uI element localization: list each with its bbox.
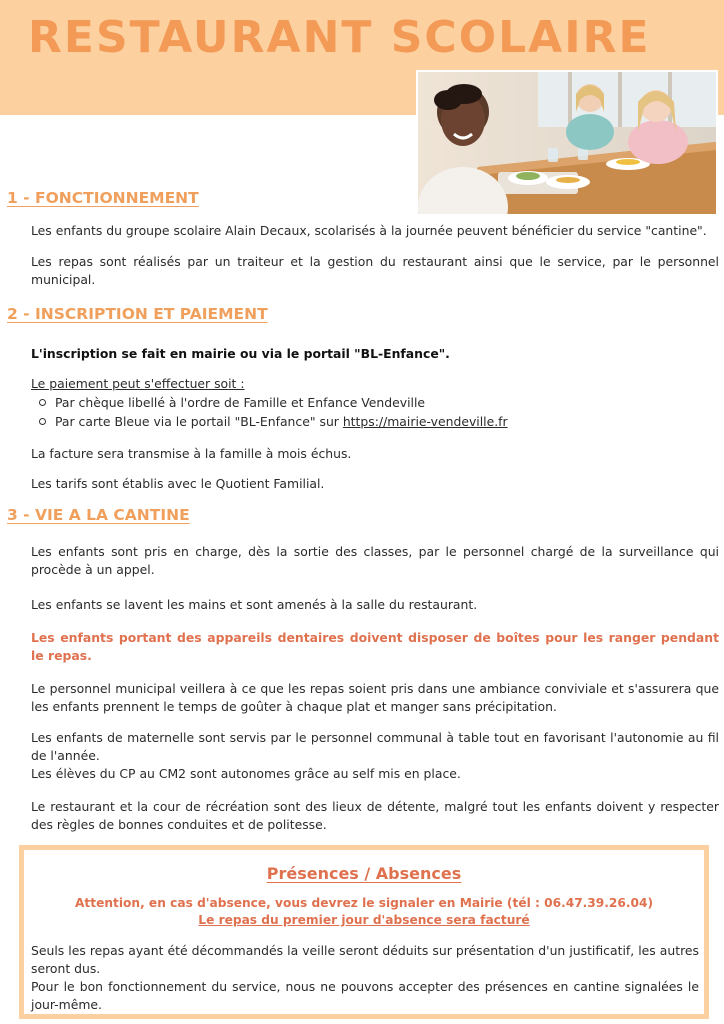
list-item: [39, 393, 719, 412]
first-day-billed-notice: Le repas du premier jour d'absence sera facturé: [198, 913, 530, 927]
absence-phone-notice: Attention, en cas d'absence, vous devrez le signaler en Mairie (tél : 06.47.39.26.04): [74, 896, 654, 910]
list-item: [39, 412, 719, 431]
vie-paragraph-5a: Les enfants de maternelle sont servis par le personnel communal à table tout en favorisant l'autonomie au fil de l'année.: [31, 730, 719, 763]
fonctionnement-paragraph-1: Les enfants du groupe scolaire Alain Decaux, scolarisés à la journée peuvent bénéficier du service "cantine".: [31, 223, 707, 238]
fonctionnement-paragraph-2: Les repas sont réalisés par un traiteur et la gestion du restaurant ainsi que le service, par le personnel municipal.: [31, 254, 719, 287]
vie-paragraph-2: Les enfants se lavent les mains et sont amenés à la salle du restaurant.: [31, 597, 478, 612]
section-heading-fonctionnement: 1 - FONCTIONNEMENT: [7, 189, 199, 207]
tarifs-paragraph: Les tarifs sont établis avec le Quotient Familial.: [31, 476, 325, 491]
section-heading-vie-cantine: 3 - VIE A LA CANTINE: [7, 506, 190, 524]
inscription-bold-line: L'inscription se fait en mairie ou via le portail "BL-Enfance".: [31, 346, 450, 361]
presence-absence-box: [19, 845, 709, 1019]
presence-box-warning: [24, 895, 704, 929]
canteen-photo: [416, 70, 718, 216]
payment-cheque-text: Par chèque libellé à l'ordre de Famille et Enfance Vendeville: [55, 395, 426, 410]
presence-box-title: Présences / Absences: [266, 864, 462, 883]
vie-paragraph-5b: Les élèves du CP au CM2 sont autonomes grâce au self mis en place.: [31, 766, 461, 781]
payment-methods-list: [39, 393, 719, 431]
dental-warning-paragraph: Les enfants portant des appareils dentaires doivent disposer de boîtes pour les ranger pendant le repas.: [31, 630, 719, 663]
presence-box-text-2: Pour le bon fonctionnement du service, nous ne pouvons accepter des présences en cantine signalées le jour-même.: [31, 979, 699, 1012]
facture-paragraph: La facture sera transmise à la famille à mois échus.: [31, 446, 352, 461]
page-title: RESTAURANT SCOLAIRE: [28, 12, 651, 63]
vie-paragraph-6: Le restaurant et la cour de récréation sont des lieux de détente, malgré tout les enfants doivent y respecter des règles de bonnes conduites et de politesse.: [31, 799, 719, 832]
vie-paragraph-1: Les enfants sont pris en charge, dès la sortie des classes, par le personnel chargé de la surveillance qui procède à un appel.: [31, 544, 719, 577]
section-heading-inscription: 2 - INSCRIPTION ET PAIEMENT: [7, 305, 268, 323]
payment-card-text: Par carte Bleue via le portail "BL-Enfance" sur: [55, 414, 343, 429]
payment-intro: Le paiement peut s'effectuer soit :: [31, 376, 245, 391]
presence-box-text-1: Seuls les repas ayant été décommandés la veille seront déduits sur présentation d'un justificatif, les autres seront dus.: [31, 943, 699, 976]
vie-paragraph-4: Le personnel municipal veillera à ce que les repas soient pris dans une ambiance conviviale et s'assurera que les enfants prennent le temps de goûter à chaque plat et manger sans précipitation.: [31, 681, 719, 714]
portal-link[interactable]: https://mairie-vendeville.fr: [342, 414, 508, 429]
